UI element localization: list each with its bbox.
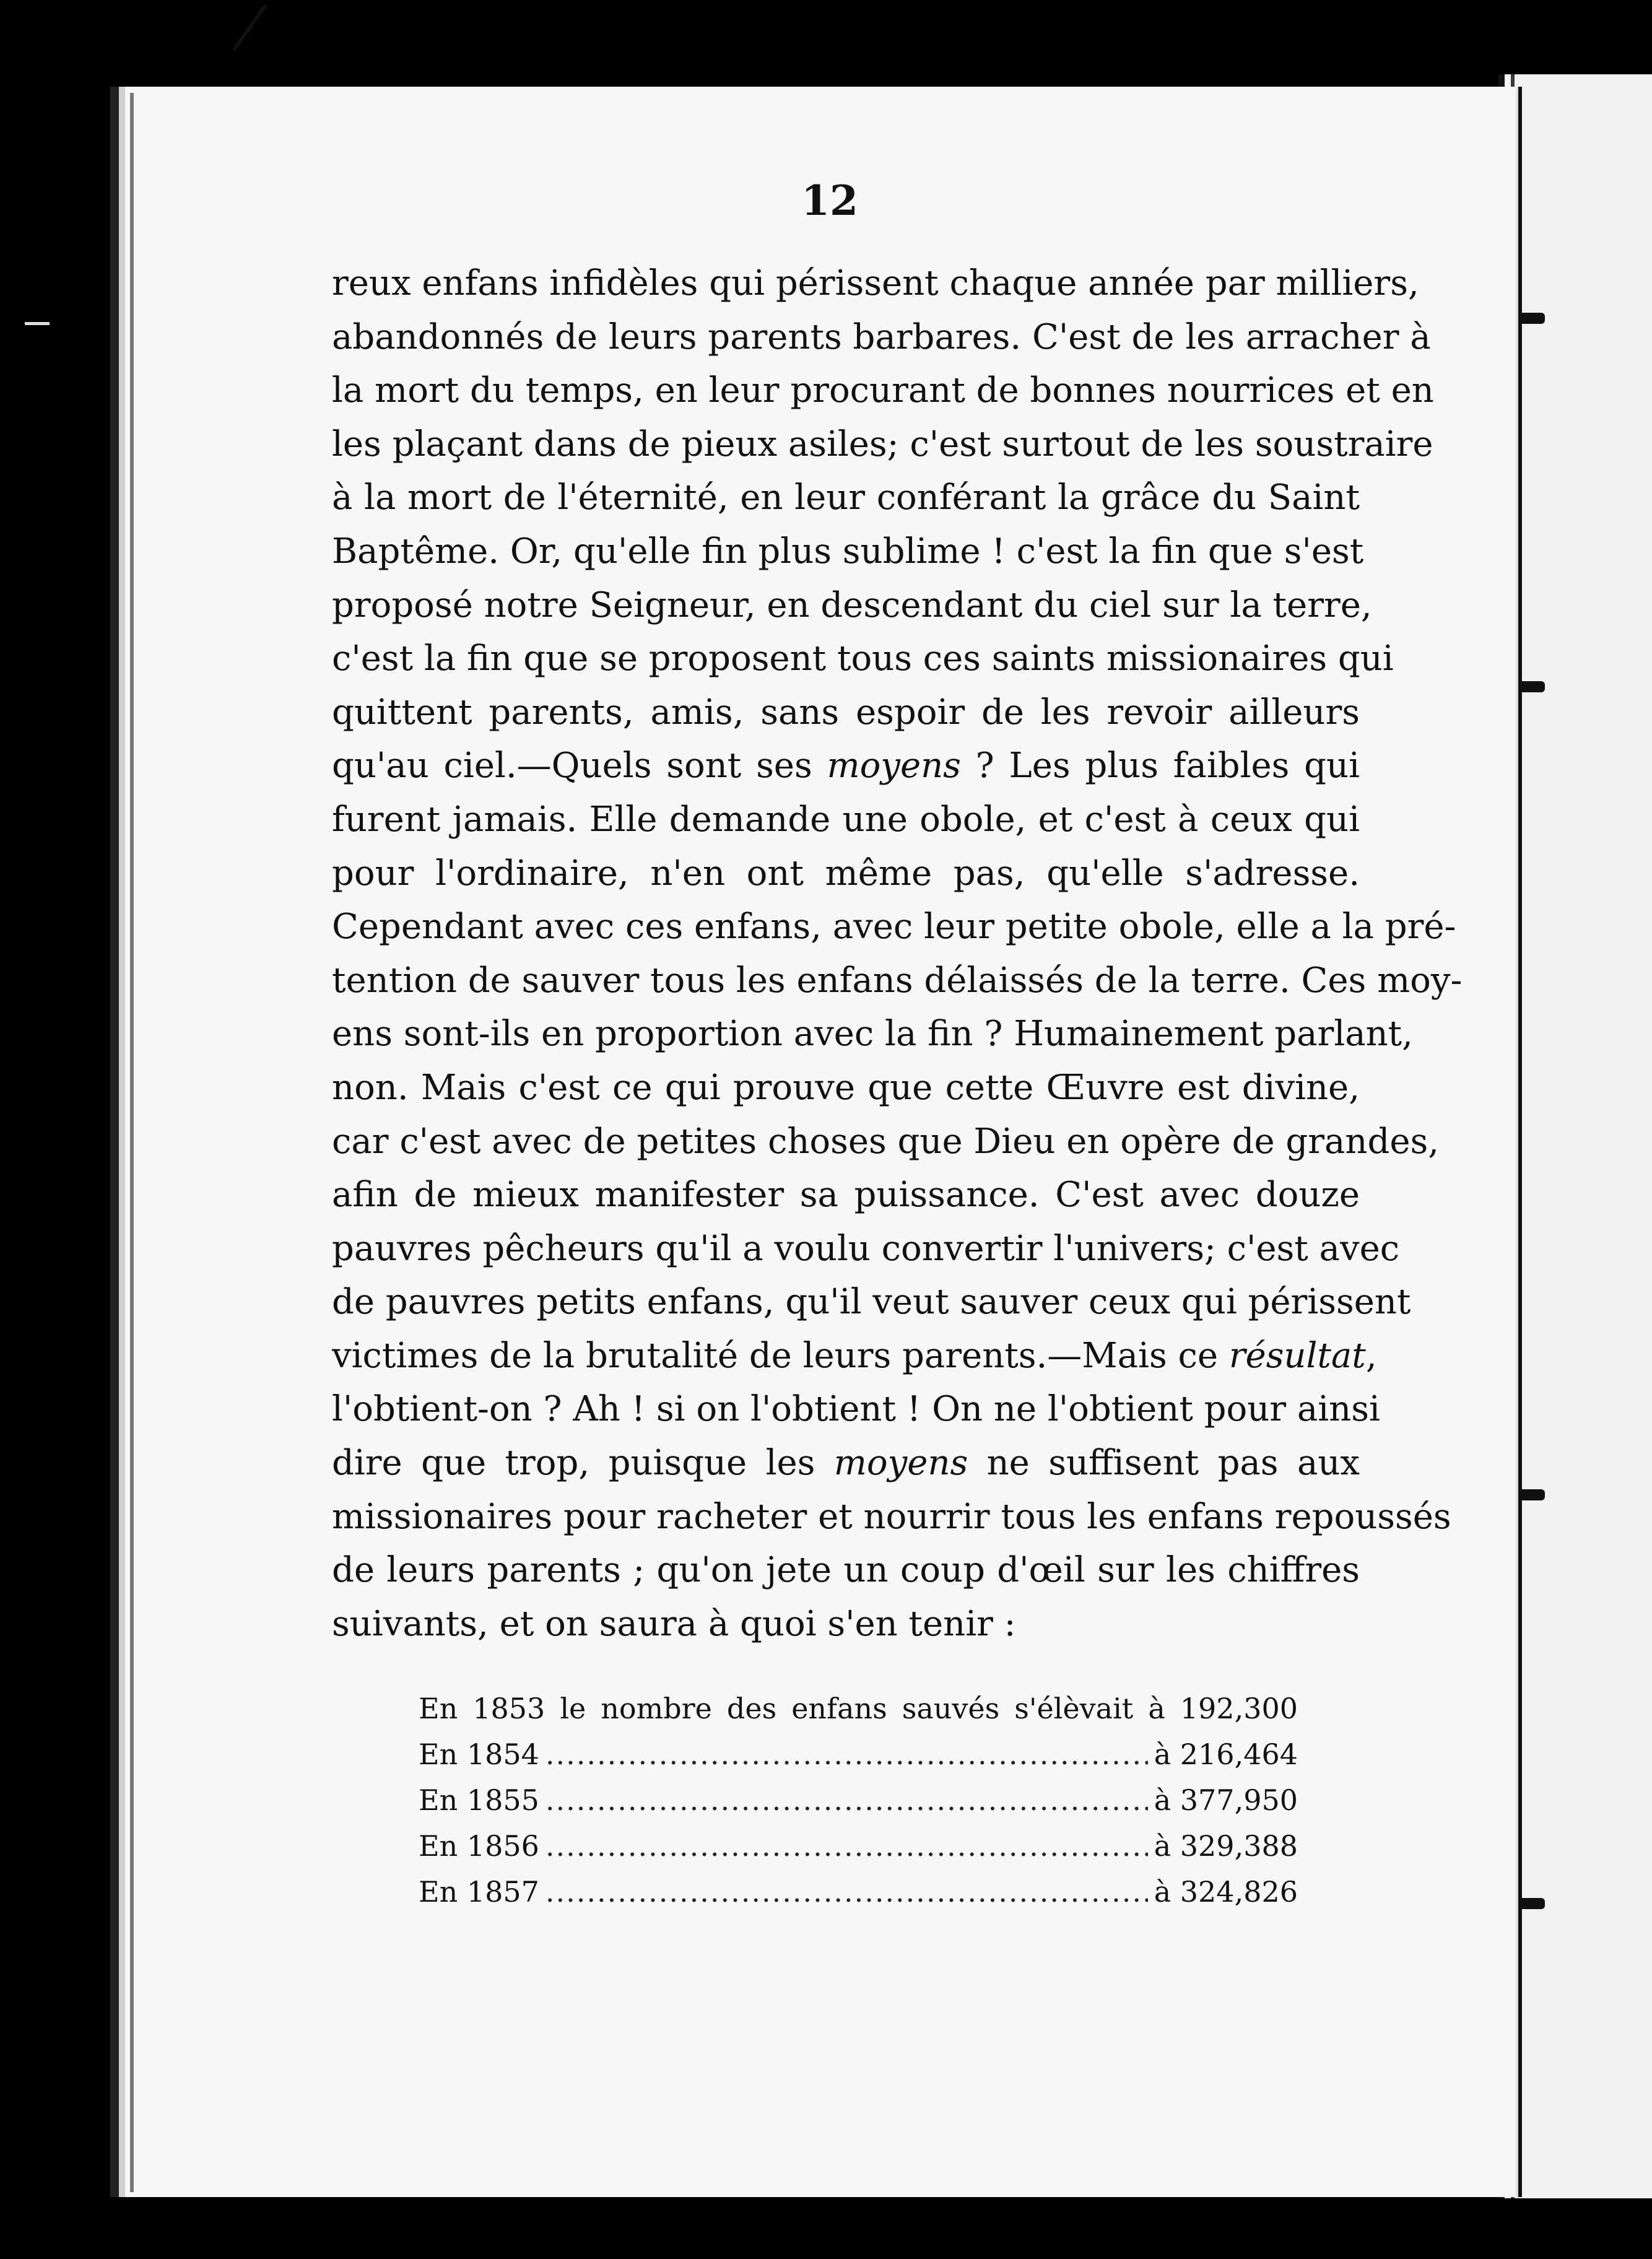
text-line: de pauvres petits enfans, qu'il veut sauver ceux qui périssent <box>332 1282 1411 1323</box>
page-gutter-line <box>130 93 134 2192</box>
text-line: ens sont-ils en proportion avec la fin ? Humainement parlant, <box>332 1014 1413 1055</box>
stat-year: En 1855 <box>419 1783 539 1817</box>
text-line: Cependant avec ces enfans, avec leur petite obole, elle a la pré- <box>332 907 1456 947</box>
text-line: car c'est avec de petites choses que Dieu en opère de grandes, <box>332 1121 1440 1162</box>
text-line: l'obtient-on ? Ah ! si on l'obtient ! On ne l'obtient pour ainsi <box>332 1389 1380 1430</box>
text-line: à la mort de l'éternité, en leur conférant la grâce du Saint <box>332 477 1360 518</box>
text-line: Baptême. Or, qu'elle fin plus sublime ! c'est la fin que s'est <box>332 531 1364 572</box>
stat-value: à 377,950 <box>1154 1783 1298 1817</box>
text-line: pour l'ordinaire, n'en ont même pas, qu'elle s'adresse. <box>332 853 1360 894</box>
text-line: tention de sauver tous les enfans délaissés de la terre. Ces moy- <box>332 960 1463 1001</box>
text-line: quittent parents, amis, sans espoir de les revoir ailleurs <box>332 692 1360 733</box>
text-line: missionaires pour racheter et nourrir tous les enfans repoussés <box>332 1496 1451 1537</box>
text-line: reux enfans infidèles qui périssent chaque année par milliers, <box>332 263 1419 303</box>
text-line: c'est la fin que se proposent tous ces saints missionaires qui <box>332 638 1394 679</box>
dot-leader <box>546 1869 1148 1915</box>
text-line: afin de mieux manifester sa puissance. C'est avec douze <box>332 1175 1360 1216</box>
text-line: qu'au ciel.—Quels sont ses moyens ? Les plus faibles qui <box>332 746 1360 786</box>
text-line: furent jamais. Elle demande une obole, et c'est à ceux qui <box>332 799 1360 840</box>
statistics-row <box>419 1777 1298 1823</box>
dot-leader <box>546 1823 1148 1869</box>
text-line: abandonnés de leurs parents barbares. C'est de les arracher à <box>332 316 1431 357</box>
scan-mark <box>25 322 50 325</box>
text-line: de leurs parents ; qu'on jete un coup d'œil sur les chiffres <box>332 1550 1360 1591</box>
statistics-row <box>419 1869 1298 1915</box>
statistics-row <box>419 1823 1298 1869</box>
text-line: proposé notre Seigneur, en descendant du ciel sur la terre, <box>332 585 1372 625</box>
dot-leader <box>546 1777 1148 1823</box>
stat-value: à 324,826 <box>1154 1875 1298 1909</box>
text-line: la mort du temps, en leur procurant de bonnes nourrices et en <box>332 370 1434 411</box>
dot-leader <box>546 1731 1148 1777</box>
stat-year: En 1854 <box>419 1738 539 1771</box>
statistics-row <box>419 1731 1298 1777</box>
page-number: 12 <box>801 176 858 225</box>
stat-value: à 216,464 <box>1154 1738 1298 1771</box>
stat-year: En 1857 <box>419 1875 539 1909</box>
text-line: pauvres pêcheurs qu'il a voulu convertir l'univers; c'est avec <box>332 1228 1400 1269</box>
stat-year: En 1856 <box>419 1829 539 1863</box>
stat-value: à 329,388 <box>1154 1829 1298 1863</box>
statistics-intro: En 1853 le nombre des enfans sauvés s'élèvait à 192,300 <box>419 1692 1298 1725</box>
text-line: dire que trop, puisque les moyens ne suffisent pas aux <box>332 1443 1360 1484</box>
text-line: les plaçant dans de pieux asiles; c'est surtout de les soustraire <box>332 424 1433 464</box>
body-paragraph <box>332 257 1463 1651</box>
text-line: non. Mais c'est ce qui prouve que cette Œuvre est divine, <box>332 1067 1360 1108</box>
statistics-table <box>419 1686 1298 1915</box>
text-line: victimes de la brutalité de leurs parents.—Mais ce résultat <box>332 1335 1366 1376</box>
text-line: suivants, et on saura à quoi s'en tenir : <box>332 1603 1016 1644</box>
